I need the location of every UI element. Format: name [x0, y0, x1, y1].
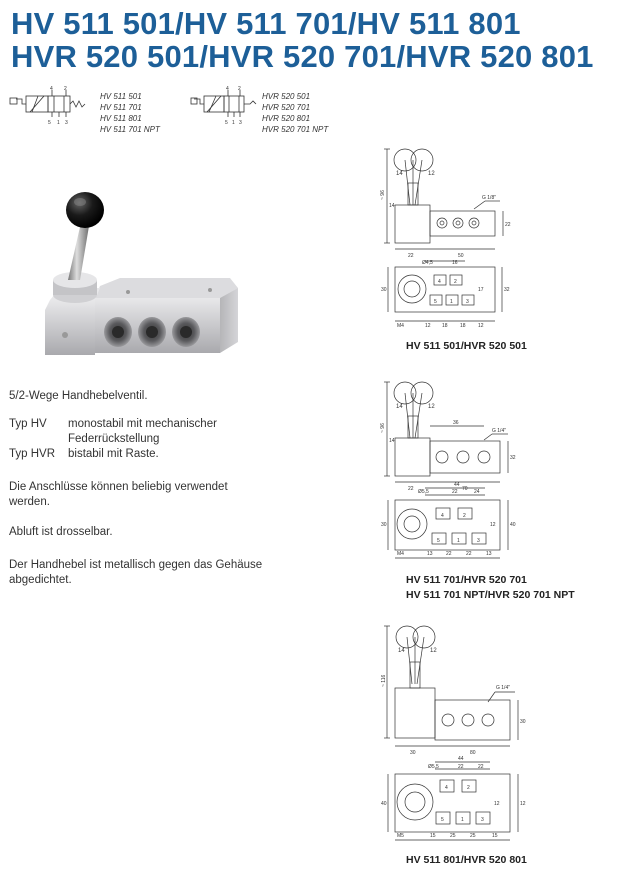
type-hvr-text: bistabil mit Raste. — [68, 448, 159, 460]
port-label: 5 — [441, 817, 444, 823]
plan-dim: 15 — [492, 833, 498, 839]
plan-dim: 13 — [486, 551, 492, 557]
dim-bottom-b: 50 — [458, 253, 464, 259]
port-label: 3 — [65, 120, 68, 126]
plan-dim: 25 — [450, 833, 456, 839]
port-label: 4 — [441, 513, 444, 519]
valve-symbol-hvr — [190, 86, 260, 128]
plan-side: 40 — [510, 522, 516, 528]
model-name: HVR 520 501 — [262, 92, 311, 101]
drawing-1-caption: HV 511 501/HVR 520 501 — [406, 340, 527, 352]
plan-side: 40 — [381, 801, 387, 807]
drawing-hv-511-701 — [370, 378, 530, 563]
port-label: 5 — [434, 299, 437, 305]
plan-dim: 22 — [466, 551, 472, 557]
plan-dim: 12 — [425, 323, 431, 329]
plan-dim: 44 — [458, 756, 464, 762]
plan-side: 32 — [504, 287, 510, 293]
height-dim: ~ 96 — [380, 190, 386, 200]
plan-dim: 25 — [470, 833, 476, 839]
model-name: HV 511 501 — [100, 92, 142, 101]
hv-model-list — [100, 91, 160, 135]
port-label: 1 — [450, 299, 453, 305]
port-label: 1 — [232, 120, 235, 126]
angle-label: 12 — [430, 648, 437, 654]
page-title-line-1: HV 511 501/HV 511 701/HV 511 801 — [11, 6, 521, 41]
drawing-2-caption-1: HV 511 701/HVR 520 701 — [406, 574, 527, 586]
plan-dim: 18 — [460, 323, 466, 329]
type-hvr-label: Typ HVR — [9, 448, 56, 460]
plan-side: 30 — [381, 287, 387, 293]
port-label: 4 — [438, 279, 441, 285]
angle-label: 12 — [428, 404, 435, 410]
plan-dim: M4 — [397, 551, 404, 557]
ports-text-2: werden. — [9, 496, 50, 508]
model-name: HV 511 801 — [100, 114, 142, 123]
dim-side: 30 — [520, 719, 526, 725]
dim-bottom-a: 22 — [408, 486, 414, 492]
drawing-hv-511-801 — [370, 622, 535, 850]
drawing-hv-511-501 — [370, 145, 530, 330]
angle-label: 14 — [396, 171, 403, 177]
model-name: HV 511 701 — [100, 103, 142, 112]
thread-label: G 1/4" — [496, 685, 511, 691]
port-label: 3 — [239, 120, 242, 126]
lever-text-1: Der Handhebel ist metallisch gegen das Gehäuse — [9, 559, 263, 571]
port-label: 3 — [477, 538, 480, 544]
port-label: 4 — [50, 86, 53, 92]
port-label: 2 — [454, 279, 457, 285]
port-label: 4 — [226, 86, 229, 92]
port-label: 2 — [467, 785, 470, 791]
dim-bottom-a: 22 — [408, 253, 414, 259]
dim-side: 22 — [505, 222, 511, 228]
model-name: HVR 520 701 NPT — [262, 125, 329, 134]
plan-dim: 22 — [478, 764, 484, 770]
plan-dim: 18 — [442, 323, 448, 329]
intro-text: 5/2-Wege Handhebelventil. — [9, 390, 148, 402]
dim-bottom-b: 80 — [470, 750, 476, 756]
plan-dim: 24 — [474, 489, 480, 495]
port-label: 2 — [64, 86, 67, 92]
drawing-2-caption-2: HV 511 701 NPT/HVR 520 701 NPT — [406, 589, 575, 601]
plan-dim: 22 — [458, 764, 464, 770]
dim-bottom-b: 70 — [462, 486, 468, 492]
plan-dim: 22 — [452, 489, 458, 495]
port-label: 5 — [437, 538, 440, 544]
plan-side: 12 — [490, 522, 496, 528]
exhaust-text: Abluft ist drosselbar. — [9, 526, 113, 538]
plan-dim: 13 — [427, 551, 433, 557]
page-title-line-2: HVR 520 501/HVR 520 701/HVR 520 801 — [11, 39, 594, 74]
port-label: 2 — [238, 86, 241, 92]
valve-symbol-hv — [8, 86, 94, 128]
angle-label: 12 — [428, 171, 435, 177]
ports-text-1: Die Anschlüsse können beliebig verwendet — [9, 481, 228, 493]
thread-label: G 1/4" — [492, 428, 507, 434]
plan-dim: M4 — [397, 323, 404, 329]
angle-label: 14 — [396, 404, 403, 410]
thread-label: G 1/8" — [482, 195, 497, 201]
plan-dim: Ø5,5 — [428, 764, 439, 770]
model-name: HV 511 701 NPT — [100, 125, 160, 134]
port-label: 3 — [481, 817, 484, 823]
plan-side: 30 — [381, 522, 387, 528]
lever-text-2: abgedichtet. — [9, 574, 72, 586]
plan-dim: 36 — [453, 420, 459, 426]
type-hv-label: Typ HV — [9, 418, 47, 430]
model-name: HVR 520 801 — [262, 114, 311, 123]
model-name: HVR 520 701 — [262, 103, 311, 112]
port-label: 1 — [461, 817, 464, 823]
drawing-3-caption: HV 511 801/HVR 520 801 — [406, 854, 527, 866]
port-label: 4 — [445, 785, 448, 791]
port-label: 5 — [225, 120, 228, 126]
small-dim: 14 — [389, 203, 395, 209]
plan-dim: 12 — [478, 323, 484, 329]
type-hv-text-2: Federrückstellung — [68, 433, 160, 445]
dim-bottom-a: 30 — [410, 750, 416, 756]
plan-side: 12 — [520, 801, 526, 807]
plan-side: 12 — [494, 801, 500, 807]
product-photo — [40, 180, 245, 358]
port-label: 2 — [463, 513, 466, 519]
dim-side: 32 — [510, 455, 516, 461]
plan-dim: 16 — [452, 260, 458, 266]
port-label: 1 — [457, 538, 460, 544]
plan-dim: 22 — [446, 551, 452, 557]
plan-dim: 15 — [430, 833, 436, 839]
plan-side: 17 — [478, 287, 484, 293]
small-dim: 14 — [389, 438, 395, 444]
plan-dim: 44 — [454, 482, 460, 488]
hvr-model-list — [262, 91, 328, 135]
type-hv-text-1: monostabil mit mechanischer — [68, 418, 217, 430]
port-label: 3 — [466, 299, 469, 305]
height-dim: ~ 96 — [380, 423, 386, 433]
plan-dim: Ø5,5 — [418, 489, 429, 495]
angle-label: 14 — [398, 648, 405, 654]
port-label: 1 — [57, 120, 60, 126]
port-label: 5 — [48, 120, 51, 126]
plan-dim: M5 — [397, 833, 404, 839]
plan-dim: Ø4,5 — [422, 260, 433, 266]
height-dim: ~ 116 — [381, 674, 387, 687]
